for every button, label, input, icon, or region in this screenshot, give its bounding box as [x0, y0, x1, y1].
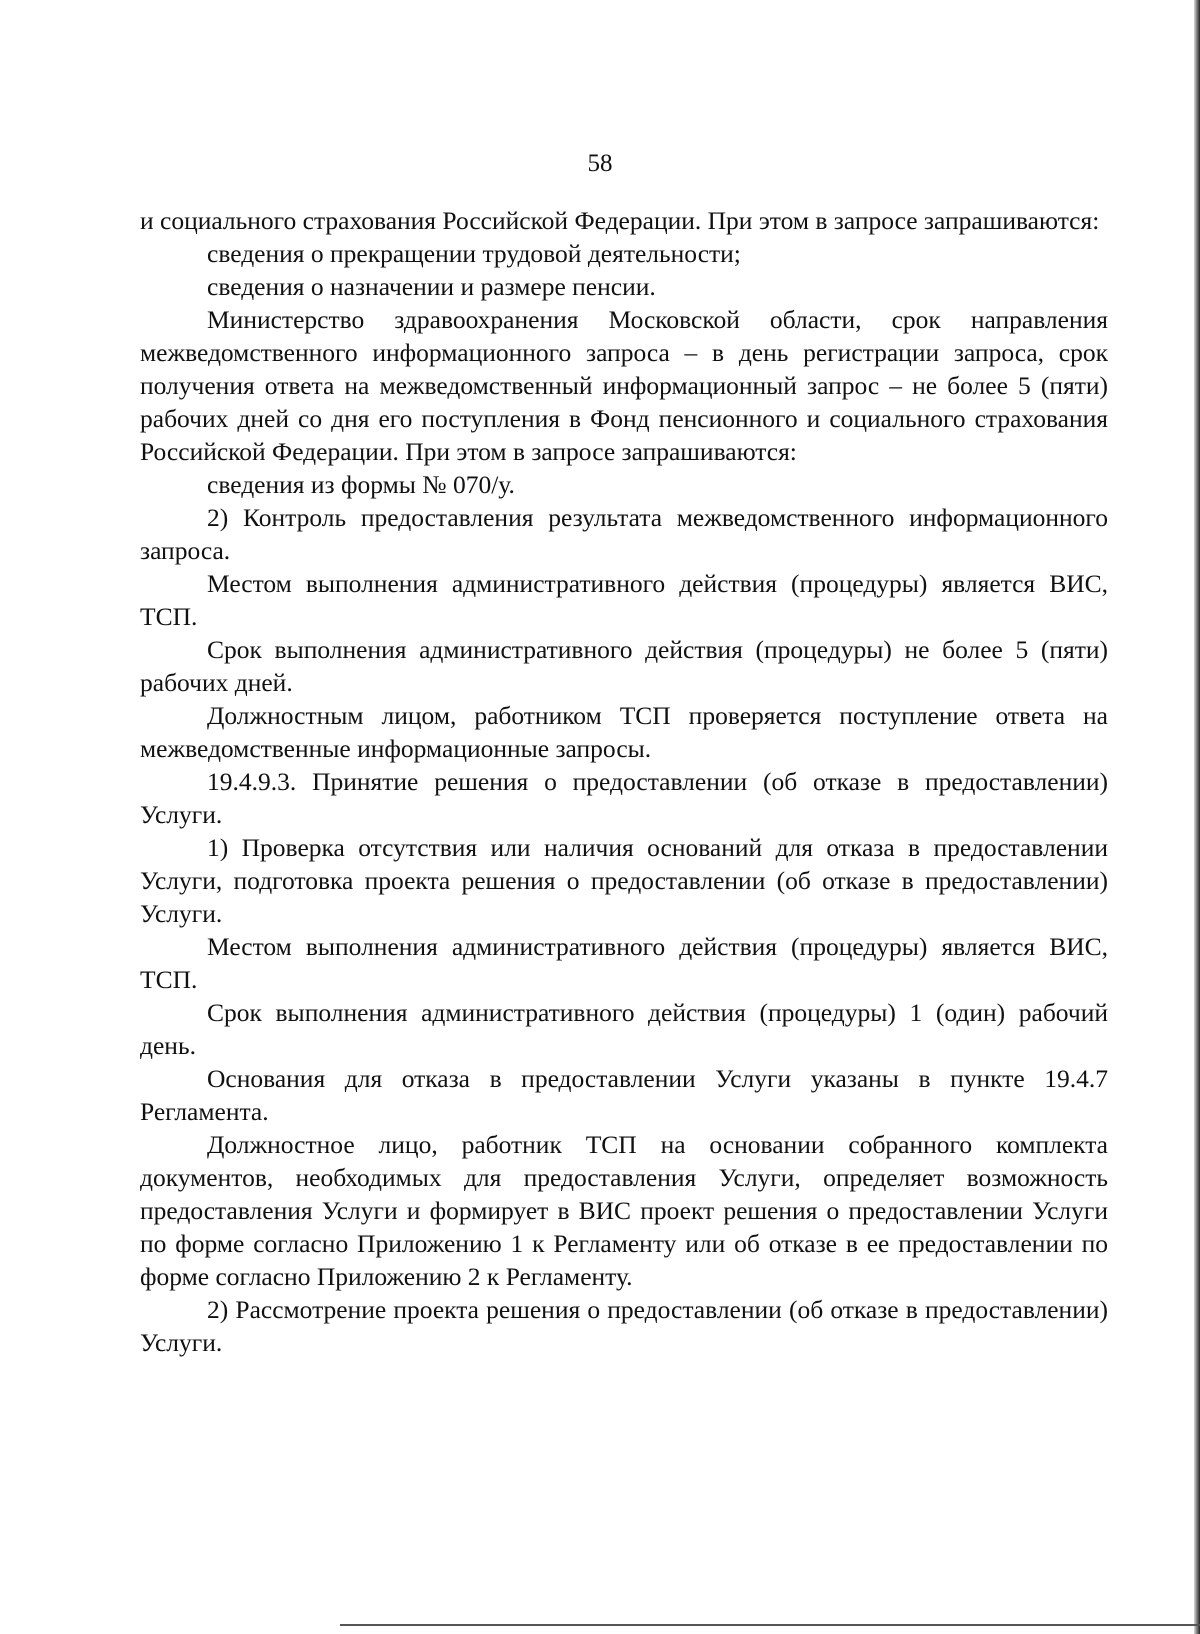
- paragraph: Срок выполнения административного действия (процедуры) не более 5 (пяти) рабочих дней.: [140, 635, 1108, 697]
- paragraph: сведения о прекращении трудовой деятельности;: [207, 239, 741, 268]
- paragraph: Срок выполнения административного действия (процедуры) 1 (один) рабочий день.: [140, 998, 1108, 1060]
- paragraph: сведения из формы № 070/у.: [207, 470, 515, 499]
- document-body: [140, 204, 1108, 1359]
- paragraph: 19.4.9.3. Принятие решения о предоставлении (об отказе в предоставлении) Услуги.: [140, 767, 1108, 829]
- paragraph: Министерство здравоохранения Московской области, срок направления межведомственного информационного запроса – в день регистрации запроса, срок получения ответа на межведомственный информационный запрос – не более 5 (пяти) рабочих дней со дня его поступления в Фонд пенсионного и социального страхования Российской Федерации. При этом в запросе запрашиваются:: [140, 305, 1108, 466]
- paragraph: Должностным лицом, работником ТСП проверяется поступление ответа на межведомственные информационные запросы.: [140, 701, 1108, 763]
- paragraph: Должностное лицо, работник ТСП на основании собранного комплекта документов, необходимых для предоставления Услуги, определяет возможность предоставления Услуги и формирует в ВИС проект решения о предоставлении Услуги по форме согласно Приложению 1 к Регламенту или об отказе в ее предоставлении по форме согласно Приложению 2 к Регламенту.: [140, 1130, 1108, 1291]
- paragraph: сведения о назначении и размере пенсии.: [207, 272, 656, 301]
- page-edge-shadow: [1194, 0, 1200, 1634]
- paragraph: Местом выполнения административного действия (процедуры) является ВИС, ТСП.: [140, 932, 1108, 994]
- paragraph: Основания для отказа в предоставлении Услуги указаны в пункте 19.4.7 Регламента.: [140, 1064, 1108, 1126]
- paragraph: Местом выполнения административного действия (процедуры) является ВИС, ТСП.: [140, 569, 1108, 631]
- paragraph: и социального страхования Российской Федерации. При этом в запросе запрашиваются:: [140, 206, 1100, 235]
- page-bottom-rule: [340, 1624, 1200, 1626]
- paragraph: 2) Контроль предоставления результата межведомственного информационного запроса.: [140, 503, 1108, 565]
- paragraph: 2) Рассмотрение проекта решения о предоставлении (об отказе в предоставлении) Услуги.: [140, 1295, 1108, 1357]
- paragraph: 1) Проверка отсутствия или наличия оснований для отказа в предоставлении Услуги, подготовка проекта решения о предоставлении (об отказе в предоставлении) Услуги.: [140, 833, 1108, 928]
- page-number: 58: [587, 150, 613, 177]
